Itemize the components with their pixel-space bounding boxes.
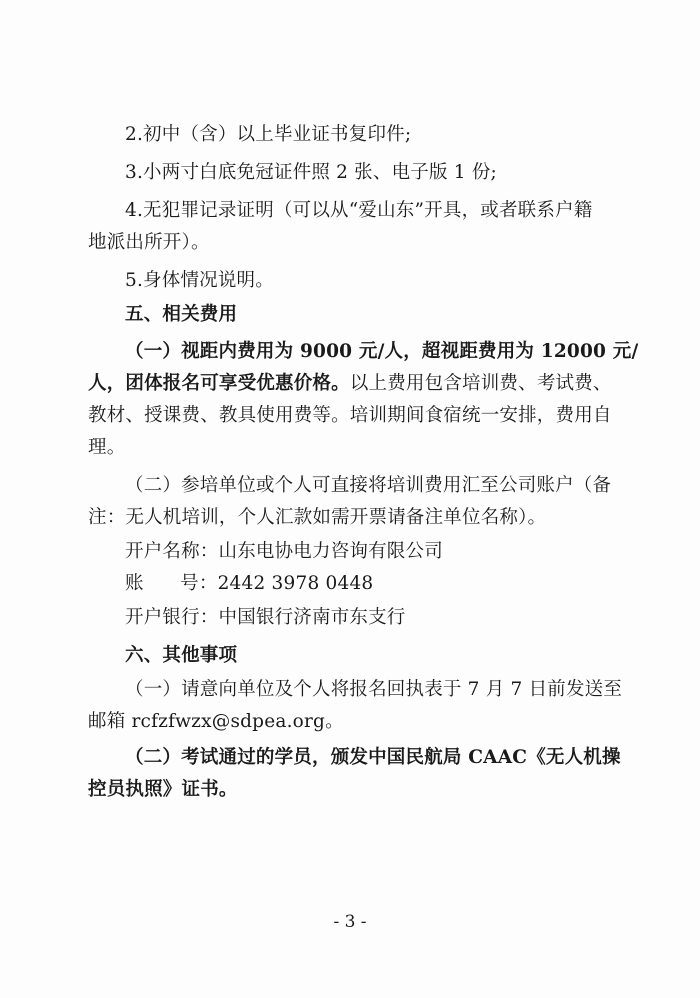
fee-paragraph-1-line-3: 教材、授课费、教具使用费等。培训期间食宿统一安排，费用自 (88, 405, 612, 426)
section-6-heading: 六、其他事项 (125, 645, 238, 666)
requirement-item-4-line-2: 地派出所开）。 (88, 232, 210, 253)
requirement-item-2: 2.初中（含）以上毕业证书复印件; (125, 124, 412, 145)
other-paragraph-1-line-1: （一）请意向单位及个人将报名回执表于 7 月 7 日前发送至 (125, 679, 623, 700)
account-name: 开户名称：山东电协电力咨询有限公司 (125, 541, 443, 562)
fee-paragraph-1-line-2 (88, 369, 640, 399)
other-paragraph-2-line-2: 控员执照》证书。 (88, 779, 238, 800)
fee-paragraph-2-line-2: 注：无人机培训，个人汇款如需开票请备注单位名称）。 (88, 507, 547, 528)
fee-includes-text: 以上费用包含培训费、考试费、 (349, 373, 612, 394)
fee-paragraph-2-line-1: （二）参培单位或个人可直接将培训费用汇至公司账户（备 (125, 475, 612, 496)
other-paragraph-1-line-2: 邮箱 rcfzfwzx@sdpea.org。 (88, 711, 344, 732)
requirement-item-3: 3.小两寸白底免冠证件照 2 张、电子版 1 份; (125, 162, 497, 183)
other-paragraph-2-line-1: （二）考试通过的学员，颁发中国民航局 CAAC《无人机操 (125, 747, 621, 768)
requirement-item-5: 5.身体情况说明。 (125, 270, 274, 291)
fee-discount-text: 人，团体报名可享受优惠价格。 (88, 373, 350, 394)
bank-name: 开户银行：中国银行济南市东支行 (125, 607, 406, 628)
fee-paragraph-1-line-1: （一）视距内费用为 9000 元/人，超视距费用为 12000 元/ (125, 341, 639, 362)
fee-paragraph-1-line-4: 理。 (88, 437, 126, 458)
requirement-item-4-line-1: 4.无犯罪记录证明（可以从“爱山东”开具，或者联系户籍 (125, 200, 593, 221)
section-5-heading: 五、相关费用 (125, 304, 238, 325)
account-number: 账 号：2442 3978 0448 (125, 573, 374, 594)
page-number: - 3 - (333, 912, 367, 932)
